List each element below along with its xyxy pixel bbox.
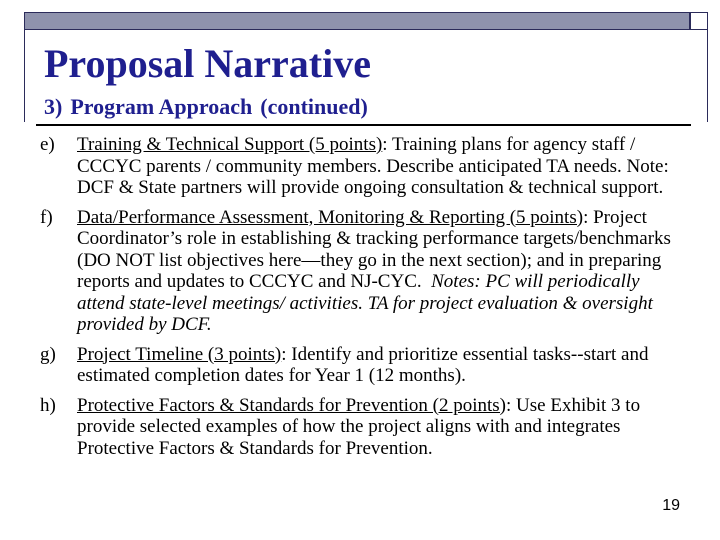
item-body [77,134,690,199]
slide-subtitle [44,93,368,121]
list-item-e [40,134,690,199]
item-heading: Data/Performance Assessment, Monitoring & Reporting (5 points) [77,206,584,228]
subtitle-number: 3) [44,94,63,119]
item-body [77,344,690,387]
list-item-g [40,344,690,387]
item-heading: Training & Technical Support (5 points) [77,134,383,155]
item-label: f) [40,206,53,228]
item-heading: Project Timeline (3 points) [77,343,282,365]
item-heading: Protective Factors & Standards for Prevention (2 points) [77,394,507,416]
item-body [77,207,690,336]
item-label: h) [40,394,56,416]
subtitle-suffix: (continued) [260,94,368,119]
item-text: : Training plans for agency staff / CCCYC parents / community members. Describe anticipated TA needs. Note: DCF & State partners will provide ongoing consultation & technical support. [77,134,669,198]
item-text: : Project Coordinator’s role in establishing & tracking performance targets/benchmarks (DO NOT list objectives here—they go in the next section); and in preparing reports and updates to CCCYC and NJ-CYC. [77,206,671,292]
item-text: : Use Exhibit 3 to provide selected examples of how the project aligns with and integrates Protective Factors & Standards for Prevention. [77,394,641,459]
item-label: e) [40,134,55,155]
item-label: g) [40,343,56,365]
title-divider [36,124,691,126]
list-item-h [40,395,690,460]
slide-title: Proposal Narrative [44,41,371,86]
top-decorative-bar [24,12,690,30]
list-item-f [40,207,690,336]
left-vertical-rule [24,30,25,122]
item-body [77,395,690,460]
subtitle-text: Program Approach [70,94,253,119]
right-vertical-rule [707,30,708,122]
page-number: 19 [662,497,680,514]
corner-square-decoration [690,12,708,30]
item-text: : Identify and prioritize essential tasks--start and estimated completion dates for Year 1 (12 months). [77,343,649,386]
item-note: Notes: PC will periodically attend state-level meetings/ activities. TA for project evaluation & oversight provided by DCF. [77,271,653,335]
item-list [40,134,690,467]
